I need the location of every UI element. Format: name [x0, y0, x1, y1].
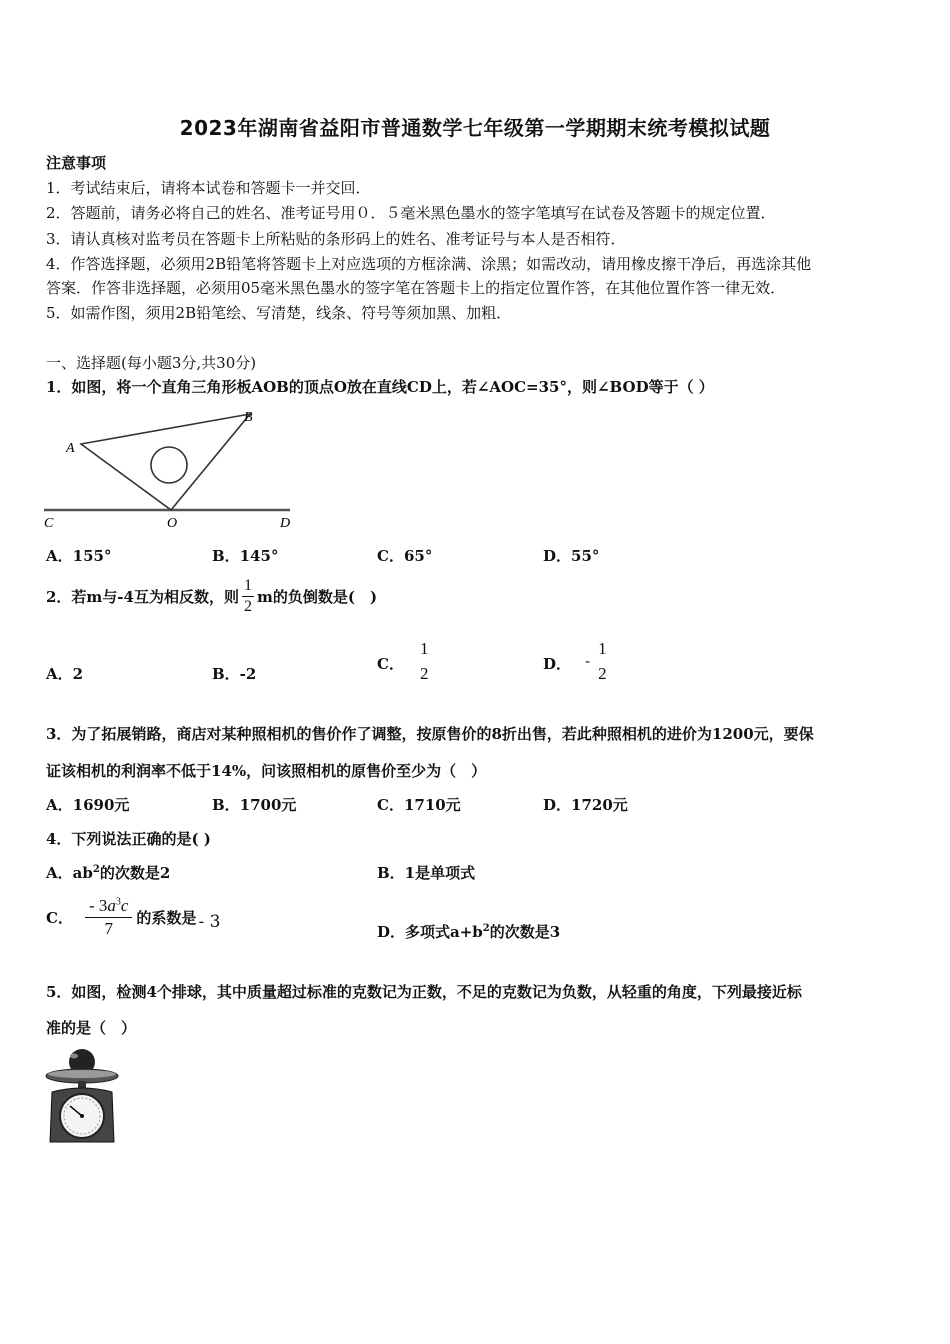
- q2-option-c-fraction: 1 2: [419, 639, 429, 683]
- notice-item: 5．如需作图，须用2B铅笔绘、写清楚，线条、符号等须加黑、加粗．: [46, 304, 512, 322]
- q1-triangle-figure: [40, 402, 300, 532]
- notice-item: 答案．作答非选择题，必须用05毫米黑色墨水的签字笔在答题卡上的指定位置作答，在其他位置作答一律无效．: [46, 279, 786, 297]
- notice-item: 4．作答选择题，必须用2B铅笔将答题卡上对应选项的方框涂满、涂黑；如需改动，请用橡皮擦干净后，再选涂其他: [46, 255, 812, 273]
- q4-stem: 4．下列说法正确的是( ): [46, 830, 211, 848]
- label-b: B: [244, 410, 253, 425]
- q3-stem-line1: 3．为了拓展销路，商店对某种照相机的售价作了调整，按原售价的8折出售，若此种照相机的进价为1200元，要保: [46, 725, 814, 743]
- q4-option-d[interactable]: D．多项式$a+b^2$的次数是3: [377, 923, 561, 941]
- label-d: D: [280, 516, 291, 531]
- notice-item: 1．考试结束后，请将本试卷和答题卡一并交回．: [46, 179, 371, 197]
- q3-option-b[interactable]: B．1700元: [212, 796, 297, 814]
- q5-stem-line1: 5．如图，检测4个排球，其中质量超过标准的克数记为正数，不足的克数记为负数，从轻重的角度，下列最接近标: [46, 983, 802, 1001]
- q3-option-a[interactable]: A．1690元: [46, 796, 130, 814]
- label-o: O: [167, 516, 178, 531]
- q3-stem-line2: 证该相机的利润率不低于14%，问该照相机的原售价至少为（ ）: [46, 762, 487, 780]
- q2-option-d[interactable]: D． - 1 2: [543, 639, 607, 683]
- q4-option-c[interactable]: C． $\frac{- 3a^3c}{7}$ 的系数是 - 3: [46, 896, 221, 938]
- q4-c-fraction: $\frac{- 3a^3c}{7}$: [85, 897, 132, 937]
- q2-option-a[interactable]: A．2: [46, 665, 84, 683]
- notice-item: 2．答题前，请务必将自己的姓名、准考证号用０．５毫米黑色墨水的签字笔填写在试卷及答题卡的规定位置．: [46, 204, 776, 222]
- label-c: C: [44, 516, 54, 531]
- triangle-aob: [81, 414, 250, 510]
- q2-stem: [46, 578, 377, 615]
- notice-heading: 注意事项: [46, 154, 107, 172]
- q3-option-d[interactable]: D．1720元: [543, 796, 628, 814]
- q2-fraction: $\frac{1}{2}$: [243, 577, 252, 615]
- q2-option-d-fraction: 1 2: [598, 639, 607, 683]
- q3-option-c[interactable]: C．1710元: [377, 796, 461, 814]
- q1-option-a[interactable]: A．155°: [46, 547, 112, 565]
- q1-option-c[interactable]: C．65°: [377, 547, 433, 565]
- q4-option-a[interactable]: A．$ab^2$的次数是2: [46, 864, 171, 882]
- scale-icon: [44, 1048, 120, 1148]
- q2-stem-post: m的负倒数是( ): [256, 588, 378, 606]
- triangle-hole: [151, 447, 187, 483]
- minus-sign: -: [585, 652, 591, 670]
- notice-item: 3．请认真核对监考员在答题卡上所粘贴的条形码上的姓名、准考证号与本人是否相符．: [46, 230, 626, 248]
- q2-option-b[interactable]: B．-2: [212, 665, 257, 683]
- q2-option-c[interactable]: C． 1 2: [377, 639, 429, 683]
- label-a: A: [66, 441, 75, 456]
- q4-option-b[interactable]: B．1是单项式: [377, 864, 476, 882]
- q1-option-d[interactable]: D．55°: [543, 547, 600, 565]
- page-title: 2023年湖南省益阳市普通数学七年级第一学期期末统考模拟试题: [179, 116, 771, 140]
- q2-stem-pre: 2．若m与-4互为相反数，则: [46, 588, 239, 606]
- q5-stem-line2: 准的是（ ）: [46, 1019, 137, 1037]
- q1-stem: 1．如图，将一个直角三角形板AOB的顶点O放在直线CD上，若∠AOC=35°，则∠BOD等于（ ）: [46, 378, 714, 396]
- section-heading: 一、选择题(每小题3分,共30分): [46, 354, 257, 372]
- q1-option-b[interactable]: B．145°: [212, 547, 279, 565]
